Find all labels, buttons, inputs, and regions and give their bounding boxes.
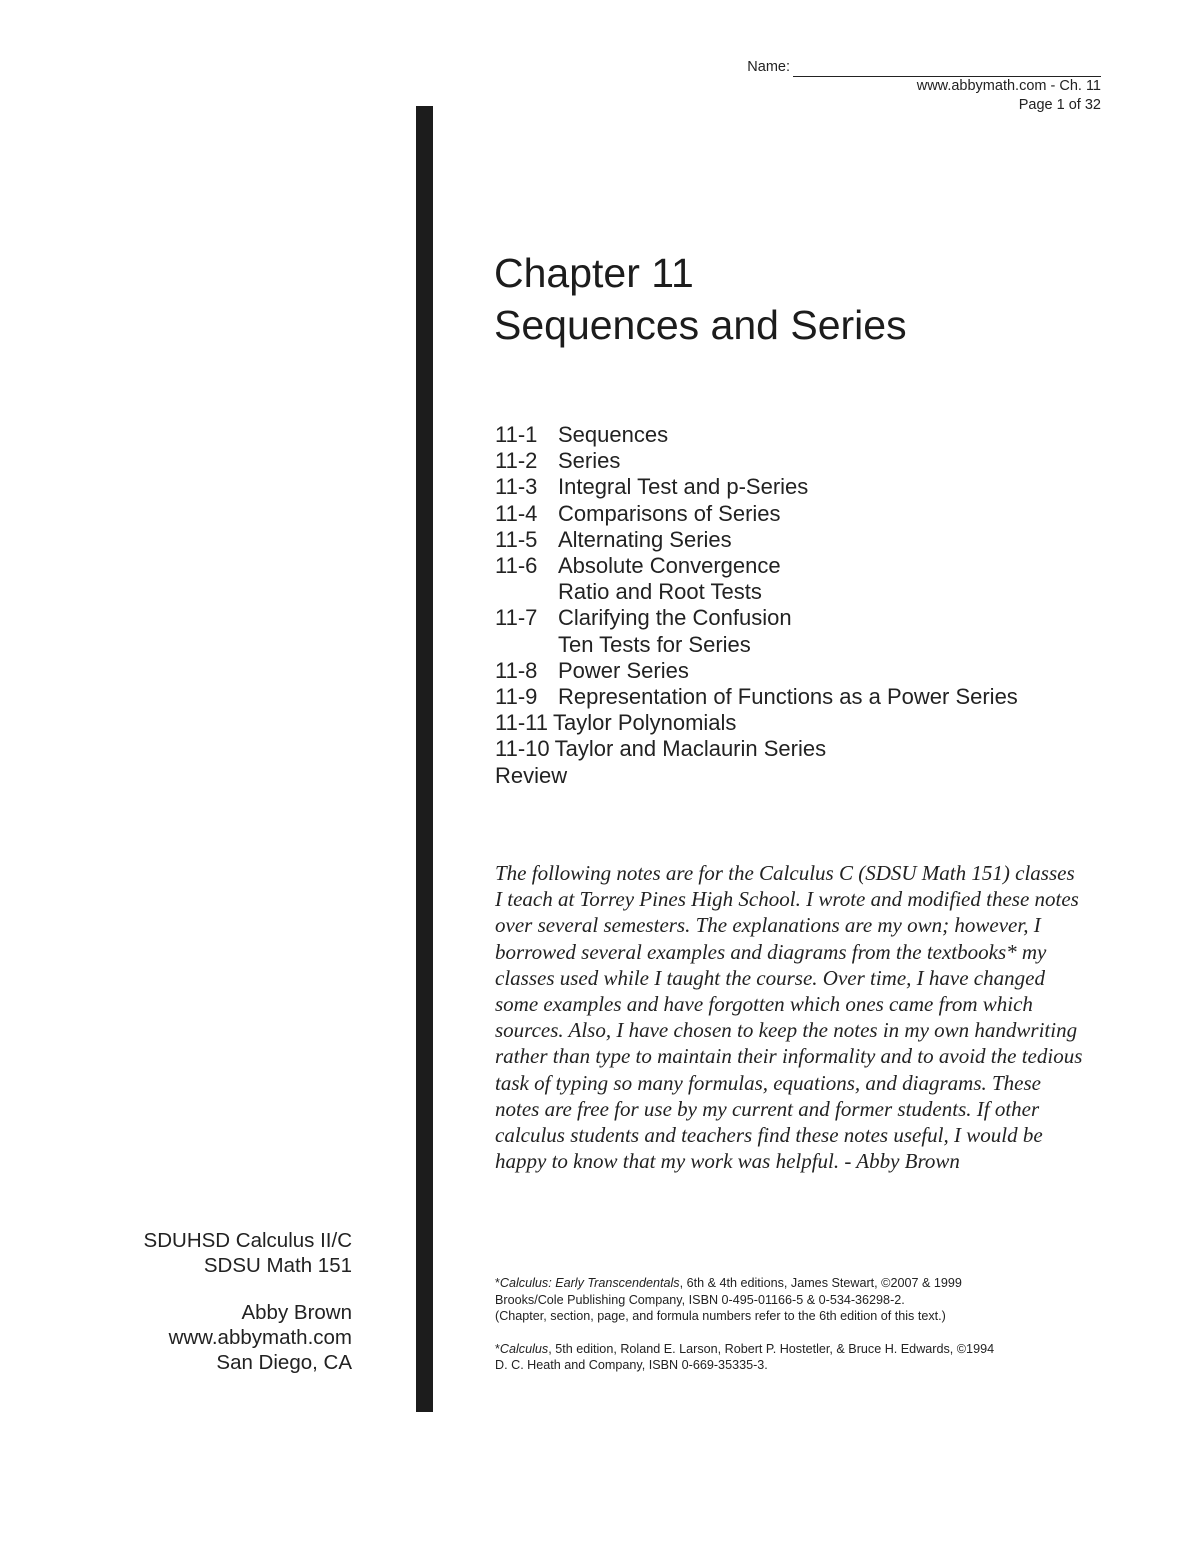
name-label: Name: — [747, 59, 790, 75]
toc-item-number: 11-2 — [495, 448, 538, 474]
toc-item-continuation — [495, 632, 1018, 658]
author-location: San Diego, CA — [216, 1351, 352, 1374]
toc-item — [495, 474, 1018, 500]
intro-paragraph: The following notes are for the Calculus C (SDSU Math 151) classes I teach at Torrey Pines High School. I wrote and modified these notes over several semesters. The explanations are my own; however, I borrowed several examples and diagrams from the textbooks* my classes used while I taught the course. Over time, I have changed some examples and have forgotten which ones came from which sources. Also, I have chosen to keep the notes in my own handwriting rather than type to maintain their informality and to avoid the tedious task of typing so many formulas, equations, and diagrams. These notes are free for use by my current and former students. If other calculus students and teachers find these notes useful, I would be happy to know that my work was helpful. - Abby Brown — [495, 861, 1083, 1174]
reference-marker: * — [495, 1341, 500, 1356]
chapter-name: Sequences and Series — [494, 302, 907, 348]
toc-item — [495, 736, 1018, 762]
toc-item — [495, 710, 1018, 736]
toc-item — [495, 553, 1018, 579]
toc-item-number: 11-4 — [495, 500, 538, 526]
course-name: SDUHSD Calculus II/C — [143, 1229, 352, 1252]
toc-item-number: 11-10 — [495, 736, 550, 762]
reference-note: (Chapter, section, page, and formula numbers refer to the 6th edition of this text.) — [495, 1309, 946, 1323]
chapter-number: Chapter 11 — [494, 250, 694, 296]
toc-item-number: 11-11 — [495, 710, 549, 736]
table-of-contents — [495, 422, 1018, 789]
toc-item-title: Alternating Series — [558, 526, 732, 552]
author-name: Abby Brown — [241, 1301, 352, 1324]
name-row — [747, 58, 1101, 77]
toc-item-title: Representation of Functions as a Power Series — [558, 684, 1018, 710]
reference-publisher: Brooks/Cole Publishing Company, ISBN 0-495-01166-5 & 0-534-36298-2. — [495, 1292, 905, 1307]
toc-item — [495, 501, 1018, 527]
page-number: Page 1 of 32 — [1018, 97, 1101, 113]
toc-item-title: Series — [558, 448, 621, 474]
toc-item-subtitle: Ratio and Root Tests — [558, 579, 762, 605]
course-author-block — [144, 1228, 352, 1375]
toc-item-title: Review — [495, 762, 568, 788]
reference-stewart — [495, 1275, 1095, 1325]
toc-item — [495, 684, 1018, 710]
toc-item-continuation — [495, 579, 1018, 605]
toc-item-number: 11-3 — [495, 474, 538, 500]
textbook-references — [495, 1275, 1095, 1390]
toc-item-title: Sequences — [558, 422, 669, 447]
toc-item-title: Clarifying the Confusion — [558, 605, 792, 631]
toc-item-review — [495, 763, 1018, 789]
course-number: SDSU Math 151 — [203, 1254, 352, 1277]
toc-item — [495, 658, 1018, 684]
reference-larson — [495, 1341, 1095, 1374]
toc-item — [495, 448, 1018, 474]
toc-item-title: Taylor Polynomials — [553, 710, 737, 736]
toc-item — [495, 422, 1018, 448]
toc-item-title: Absolute Convergence — [558, 553, 781, 579]
site-chapter-label: www.abbymath.com - Ch. 11 — [916, 78, 1101, 94]
toc-item-number: 11-1 — [495, 422, 538, 447]
vertical-divider-bar — [416, 106, 433, 1412]
toc-item-title: Taylor and Maclaurin Series — [554, 736, 827, 762]
toc-item-title: Power Series — [558, 657, 689, 683]
toc-item-number: 11-8 — [495, 657, 538, 683]
toc-item-title: Comparisons of Series — [558, 500, 781, 526]
reference-book-title: Calculus: Early Transcendentals — [499, 1276, 680, 1290]
toc-item-number: 11-5 — [495, 526, 538, 552]
reference-details: , 6th & 4th editions, James Stewart, ©2007 & 1999 — [679, 1276, 962, 1290]
reference-publisher: D. C. Heath and Company, ISBN 0-669-35335-3. — [495, 1358, 768, 1372]
toc-item — [495, 605, 1018, 631]
toc-item-number: 11-7 — [495, 605, 538, 631]
toc-item-title: Integral Test and p-Series — [558, 474, 809, 500]
toc-item-number: 11-9 — [495, 684, 538, 710]
name-blank-line — [793, 64, 1101, 77]
toc-item-number: 11-6 — [495, 553, 538, 579]
reference-details: , 5th edition, Roland E. Larson, Robert P. Hostetler, & Bruce H. Edwards, ©1994 — [548, 1341, 995, 1356]
chapter-title — [494, 247, 907, 351]
reference-book-title: Calculus — [499, 1341, 549, 1356]
author-website: www.abbymath.com — [168, 1326, 352, 1349]
toc-item — [495, 527, 1018, 553]
reference-marker: * — [495, 1276, 500, 1290]
spacer — [144, 1278, 352, 1300]
page-header — [747, 58, 1101, 115]
toc-item-subtitle: Ten Tests for Series — [558, 631, 751, 657]
